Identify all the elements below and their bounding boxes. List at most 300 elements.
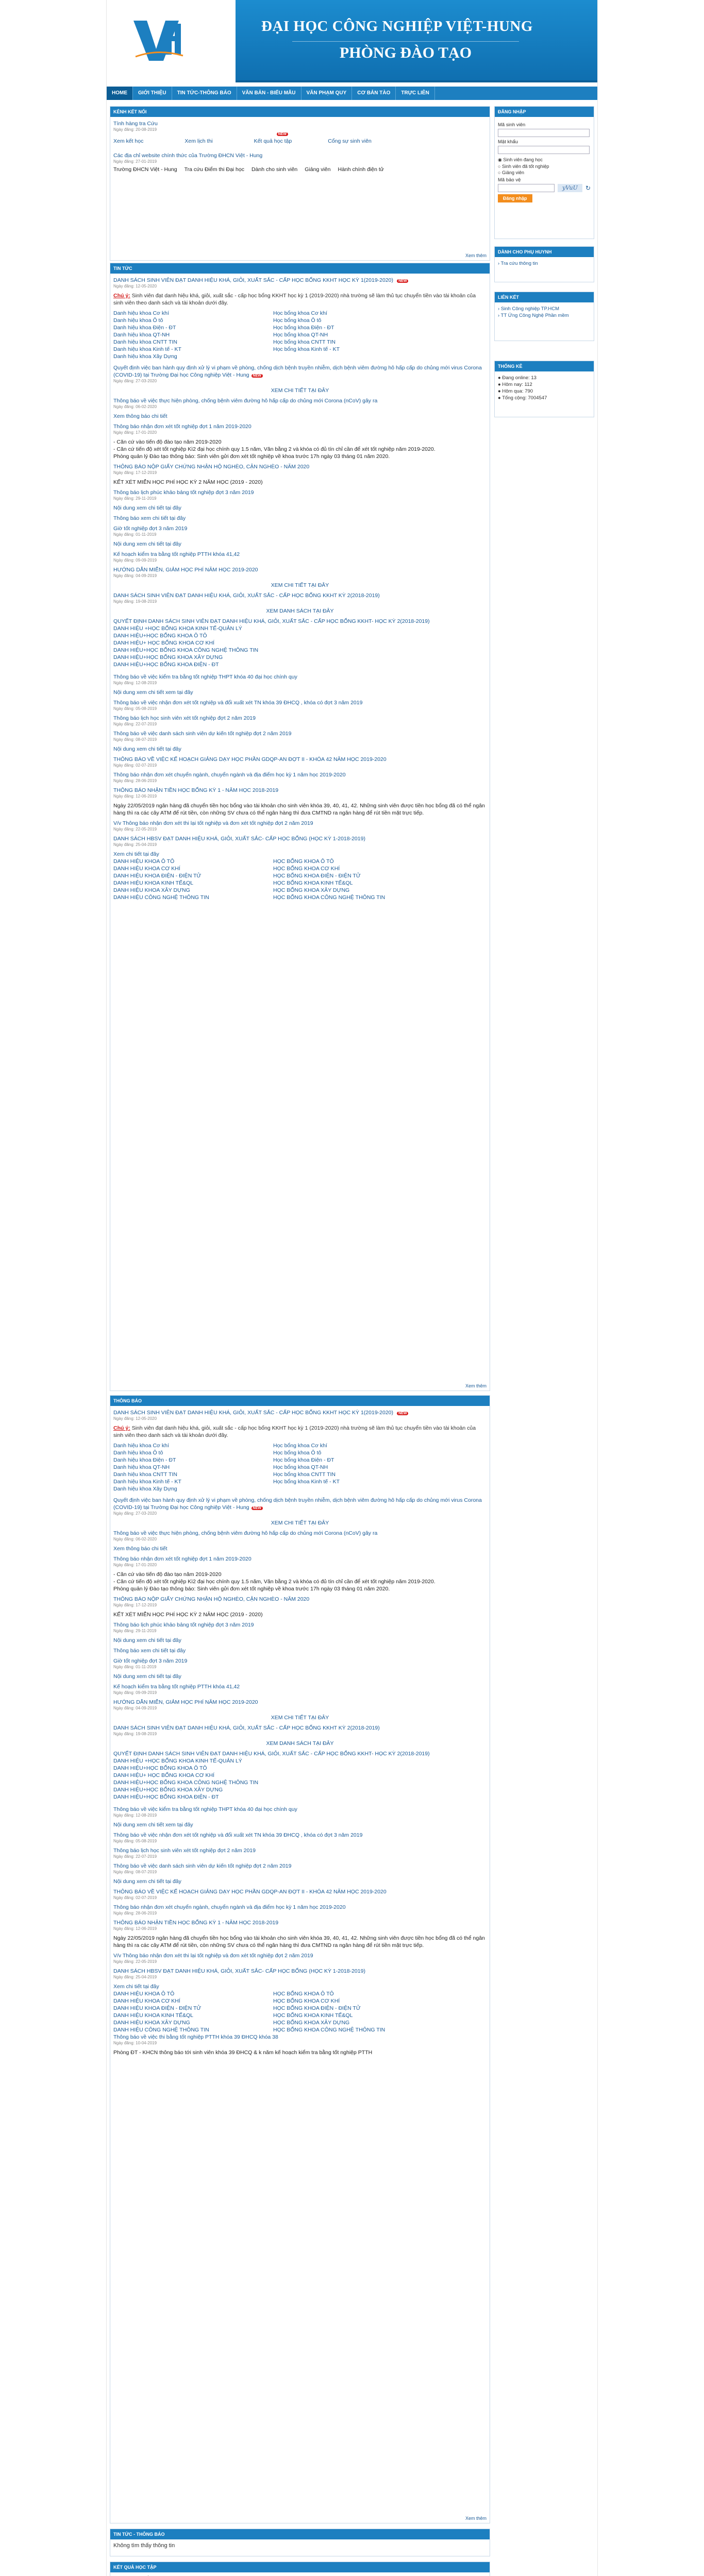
news-link[interactable]: Thông báo về việc thực hiện phòng, chống bệnh viêm đường hô hấp cấp do chủng mới Corona (nCoV) gây ra <box>113 398 378 404</box>
news-date: Ngày đăng: 29-11-2019 <box>113 1629 157 1633</box>
news-item <box>113 413 487 420</box>
news-link[interactable]: Nội dung xem chi tiết tại đây <box>113 505 181 511</box>
radio-lecturer[interactable]: ○ Giảng viên <box>498 170 524 175</box>
scholarship-link[interactable]: DANH HIỆU+ HỌC BỔNG KHOA CƠ KHÍ <box>113 640 214 646</box>
scholar-link[interactable]: HỌC BỔNG KHOA KINH TẾ&QL <box>273 880 353 886</box>
news-link[interactable]: Quyết định việc ban hành quy định xử lý vi phạm về phòng, chống dịch bệnh truyền nhiễm, dịch bệnh viêm đường hô hấp cấp do chủng mới virus Corona (COVID-19) tại Trường Đại học Công nghiệp Việt - Hung <box>113 365 482 378</box>
news-panel-title: TIN TỨC <box>110 263 490 274</box>
news-item <box>113 504 487 512</box>
captcha-input[interactable] <box>498 184 555 192</box>
news-item <box>113 592 487 604</box>
news-date: Ngày đăng: 01-11-2019 <box>113 1665 157 1669</box>
news-link[interactable]: Nội dung xem chi tiết xem tại đây <box>113 689 193 696</box>
news-text: KẾT XÉT MIỄN HỌC PHÍ HỌC KỲ 2 NĂM HỌC (2019 - 2020) <box>113 1612 263 1618</box>
bottom-panel-body: Không tìm thấy thông tin <box>113 2543 175 2549</box>
news-top-date: Ngày đăng: 12-05-2020 <box>113 284 157 289</box>
news-link[interactable]: XEM CHI TIẾT TẠI ĐÂY <box>271 582 329 588</box>
scholar-link[interactable]: HỌC BỔNG KHOA ĐIỆN - ĐIỆN TỬ <box>273 873 361 879</box>
scholarship-link[interactable]: DANH HIỆU+HỌC BỔNG KHOA Ô TÔ <box>113 633 207 639</box>
award-econ[interactable]: Danh hiệu khoa Kinh tế - KT <box>113 1479 181 1485</box>
news-link[interactable]: THÔNG BÁO VỀ VIỆC KẾ HOẠCH GIẢNG DẠY HỌC PHẦN GDQP-AN ĐỢT II - KHÓA 42 NĂM HỌC 2019-2020 <box>113 1889 387 1895</box>
news-item <box>113 1862 487 1875</box>
scholar-link[interactable]: HỌC BỔNG KHOA XÂY DỰNG <box>273 2020 350 2026</box>
news-item <box>113 715 487 727</box>
news-link[interactable]: Nội dung xem chi tiết tại đây <box>113 746 181 752</box>
news-date: Ngày đăng: 01-11-2019 <box>113 532 157 537</box>
news-item <box>113 1571 487 1592</box>
news-link[interactable]: DANH SÁCH HBSV ĐẠT DANH HIỆU KHÁ, GIỎI, XUẤT SẮC- CẤP HỌC BỔNG (HỌC KỲ 1-2018-2019) <box>113 1968 365 1974</box>
scholar-link[interactable]: HỌC BỔNG KHOA CƠ KHÍ <box>273 866 340 872</box>
news-panel <box>110 263 490 1391</box>
news-link[interactable]: Thông báo lịch phúc khảo bảng tốt nghiệp đợt 3 năm 2019 <box>113 1622 254 1628</box>
bottom-panel-2 <box>110 2562 490 2576</box>
news-list-2 <box>113 673 487 848</box>
news-item <box>113 835 487 848</box>
site-viu[interactable]: Trường ĐHCN Việt - Hung <box>113 166 177 173</box>
news-body <box>110 274 490 904</box>
award-construction[interactable]: Danh hiệu khoa Xây Dựng <box>113 1486 177 1492</box>
news-link[interactable]: Thông báo về việc danh sách sinh viên dự kiến tốt nghiệp đợt 2 năm 2019 <box>113 1863 292 1869</box>
news-date: Ngày đăng: 28-06-2019 <box>113 778 157 783</box>
news-date: Ngày đăng: 06-02-2020 <box>113 404 157 409</box>
scholar-link[interactable]: HỌC BỔNG KHOA CÔNG NGHỆ THÔNG TIN <box>273 2027 385 2033</box>
news-link[interactable]: Thông báo nhận đơn xét tốt nghiệp đợt 1 năm 2019-2020 <box>113 423 252 430</box>
news-date: Ngày đăng: 28-06-2019 <box>113 1911 157 1916</box>
note-label: Chú ý: <box>113 1425 130 1431</box>
news-item <box>113 1821 487 1828</box>
news-link[interactable]: Thông báo xem chi tiết tại đây <box>113 1648 186 1654</box>
news-item <box>113 1683 487 1696</box>
news-date: Ngày đăng: 22-07-2019 <box>113 722 157 726</box>
scholar-elec[interactable]: Học bổng khoa Điện - ĐT <box>273 325 334 331</box>
official-sites-date: Ngày đăng: 27-01-2019 <box>113 159 157 164</box>
news-link[interactable]: HƯỚNG DẪN MIỄN, GIẢM HỌC PHÍ NĂM HỌC 2019-2020 <box>113 1699 258 1705</box>
news-item <box>113 364 487 384</box>
nav-about[interactable]: GIỚI THIỆU <box>133 87 172 100</box>
news-item <box>113 730 487 742</box>
news-link[interactable]: THÔNG BÁO NHẬN TIỀN HỌC BỔNG KỲ 1 - NĂM HỌC 2018-2019 <box>113 787 279 793</box>
header-divider <box>292 41 519 42</box>
news-item <box>113 438 487 460</box>
news-link[interactable]: V/v Thông báo nhận đơn xét thi lại tốt nghiệp và đơn xét tốt nghiệp đợt 2 năm 2019 <box>113 1953 313 1959</box>
news-item <box>113 607 487 615</box>
award-mech[interactable]: Danh hiệu khoa Cơ khí <box>113 1443 169 1449</box>
official-sites-heading[interactable]: Các địa chỉ website chính thức của Trường ĐHCN Việt - Hung <box>113 152 263 159</box>
parents-title: DÀNH CHO PHỤ HUYNH <box>495 247 594 257</box>
scholarship-row <box>113 879 487 887</box>
news-link[interactable]: Thông báo nhận đơn xét chuyển ngành, chuyển ngành và địa điểm học kỳ 1 năm học 2019-2020 <box>113 772 346 778</box>
news-date: Ngày đăng: 05-08-2019 <box>113 706 157 711</box>
scholarship-link[interactable]: DANH HIỆU+HỌC BỔNG KHOA ĐIỆN - ĐT <box>113 662 219 668</box>
scholar-mech[interactable]: Học bổng khoa Cơ khí <box>273 1443 327 1449</box>
nav-training[interactable]: CƠ BẢN TÀO <box>352 87 396 100</box>
news-link[interactable]: XEM CHI TIẾT TẠI ĐÂY <box>271 1715 329 1721</box>
news-text: Ngày 22/05/2019 ngân hàng đã chuyển tiền học bổng vào tài khoản cho sinh viên khóa 39, 40, 41, 42. Những sinh viên được tiền học bổng đã có thể ngân hàng thì ra các cây ATM để rút tiền, còn những SV chưa có thể ngân hàng thì đưa CMTND ra ngân hàng để rút tiền mặt trực tiếp. <box>113 803 485 816</box>
news-date: Ngày đăng: 19-08-2019 <box>113 599 157 604</box>
scholar-biz[interactable]: Học bổng khoa QT-NH <box>273 1464 328 1470</box>
scholar-link[interactable]: HỌC BỔNG KHOA CÔNG NGHỆ THÔNG TIN <box>273 894 385 901</box>
notice-list <box>113 1497 487 1747</box>
news-link[interactable]: Thông báo về việc nhận đơn xét tốt nghiệp và đổi xuất xét TN khóa 39 ĐHCQ , khóa có đợt 3 năm 2019 <box>113 1832 363 1838</box>
news-item <box>113 540 487 548</box>
scholarship-link[interactable]: DANH HIỆU +HỌC BỔNG KHOA KINH TẾ-QUẢN LÝ <box>113 1758 242 1764</box>
news-item <box>113 802 487 817</box>
main-nav <box>107 87 597 100</box>
scholar-auto[interactable]: Học bổng khoa Ô tô <box>273 1450 322 1456</box>
link-lookup[interactable]: Tính hàng tra Cứu <box>113 121 158 127</box>
news-date: Ngày đăng: 10-04-2019 <box>113 2041 157 2045</box>
stats-panel <box>494 361 594 417</box>
scholarship-link[interactable]: DANH HIỆU +HỌC BỔNG KHOA KINH TẾ-QUẢN LÝ <box>113 625 242 632</box>
department-title: PHÒNG ĐÀO TẠO <box>339 44 472 61</box>
news-item <box>113 525 487 537</box>
bottom-panel-title: KẾT QUẢ HỌC TẬP <box>110 2562 490 2572</box>
news-item <box>113 1647 487 1654</box>
news-link[interactable]: Kế hoạch kiểm tra bằng tốt nghiệp PTTH khóa 41,42 <box>113 1684 240 1690</box>
new-badge: NEW <box>277 132 288 136</box>
news-date: Ngày đăng: 05-08-2019 <box>113 1839 157 1843</box>
news-date: Ngày đăng: 17-12-2019 <box>113 470 157 475</box>
news-link[interactable]: Thông báo về việc thi bằng tốt nghiệp PTTH khóa 39 ĐHCQ khóa 38 <box>113 2034 278 2040</box>
nav-news[interactable]: TIN TỨC-THÔNG BÁO <box>172 87 237 100</box>
scholarship-row <box>113 858 487 865</box>
scholar-elec[interactable]: Học bổng khoa Điện - ĐT <box>273 1457 334 1463</box>
news-item <box>113 1968 487 1980</box>
scholarship-link[interactable]: DANH HIỆU+HỌC BỔNG KHOA XÂY DỰNG <box>113 654 223 660</box>
parents-panel <box>494 246 594 282</box>
news-link[interactable]: Nội dung xem chi tiết xem tại đây <box>113 1822 193 1828</box>
stat-total: ● Tổng cộng: 7004547 <box>498 395 547 401</box>
scholar-link[interactable] <box>273 1983 417 1990</box>
notice-scholarship-grid <box>113 1983 487 2033</box>
news-link[interactable]: XEM CHI TIẾT TẠI ĐÂY <box>271 1520 329 1526</box>
award-link[interactable]: DANH HIỆU KHOA XÂY DỰNG <box>113 887 190 893</box>
news-item <box>113 745 487 753</box>
news-item <box>113 1611 487 1618</box>
site-header <box>107 0 597 82</box>
news-item <box>113 771 487 784</box>
scholar-link[interactable]: HỌC BỔNG KHOA Ô TÔ <box>273 858 334 865</box>
notice-list-2 <box>113 1806 487 1980</box>
news-date: Ngày đăng: 02-07-2019 <box>113 763 157 768</box>
news-date: Ngày đăng: 12-06-2019 <box>113 1926 157 1931</box>
scholar-biz[interactable]: Học bổng khoa QT-NH <box>273 332 328 338</box>
news-date: Ngày đăng: 09-09-2019 <box>113 558 157 563</box>
scholarship-row <box>113 2019 487 2026</box>
news-link[interactable]: Thông báo về việc kiểm tra bằng tốt nghiệp THPT khóa 40 đại học chính quy <box>113 674 297 680</box>
news-item <box>113 1657 487 1670</box>
scholar-auto[interactable]: Học bổng khoa Ô tô <box>273 317 322 324</box>
award-biz[interactable]: Danh hiệu khoa QT-NH <box>113 1464 170 1470</box>
bottom-panel-body <box>110 2572 490 2576</box>
news-link[interactable]: Thông báo về việc danh sách sinh viên dự kiến tốt nghiệp đợt 2 năm 2019 <box>113 731 292 737</box>
news-top-link[interactable]: DANH SÁCH SINH VIÊN ĐẠT DANH HIỆU KHÁ, GIỎI, XUẤT SẮC - CẤP HỌC BỔNG KKHT HỌC KỲ 1(2019-2020) <box>113 277 394 283</box>
radio-student[interactable]: ◉ Sinh viên đang học <box>498 157 543 162</box>
scholar-it[interactable]: Học bổng khoa CNTT TIN <box>273 339 336 345</box>
award-link[interactable]: Xem chi tiết tại đây <box>113 1984 159 1990</box>
news-link[interactable]: Nội dung xem chi tiết tại đây <box>113 1673 181 1680</box>
news-item <box>113 1555 487 1568</box>
news-text: Ngày 22/05/2019 ngân hàng đã chuyển tiền học bổng vào tài khoản cho sinh viên khóa 39, 40, 41, 42. Những sinh viên được tiền học bổng đã có thể ngân hàng thì ra các cây ATM để rút tiền, còn những SV chưa có thể ngân hàng thì đưa CMTND ra ngân hàng để rút tiền mặt trực tiếp. <box>113 1935 485 1948</box>
news-date: Ngày đăng: 19-08-2019 <box>113 1732 157 1736</box>
news-link[interactable]: DANH SÁCH HBSV ĐẠT DANH HIỆU KHÁ, GIỎI, XUẤT SẮC- CẤP HỌC BỔNG (HỌC KỲ 1-2018-2019) <box>113 836 365 842</box>
scholarship-row <box>113 894 487 901</box>
news-text: Phòng ĐT - KHCN thông báo tới sinh viên khóa 39 ĐHCQ & k năm kế hoạch kiểm tra bằng tốt nghiệp PTTH <box>113 2049 373 2056</box>
refresh-icon[interactable]: ↻ <box>585 184 591 192</box>
news-link[interactable]: Kế hoạch kiểm tra bằng tốt nghiệp PTTH khóa 41,42 <box>113 551 240 557</box>
news-link[interactable]: Giờ tốt nghiệp đợt 3 năm 2019 <box>113 526 188 532</box>
news-item <box>113 479 487 486</box>
award-mech[interactable]: Danh hiệu khoa Cơ khí <box>113 310 169 316</box>
news-date: Ngày đăng: 22-07-2019 <box>113 1854 157 1859</box>
new-badge: NEW <box>397 279 408 283</box>
news-link[interactable]: V/v Thông báo nhận đơn xét thi lại tốt nghiệp và đơn xét tốt nghiệp đợt 2 năm 2019 <box>113 820 313 826</box>
news-item <box>113 1935 487 1949</box>
scholarship-link[interactable]: DANH HIỆU+HỌC BỔNG KHOA ĐIỆN - ĐT <box>113 1794 219 1800</box>
scholarship-row <box>113 2012 487 2019</box>
news-link[interactable]: THÔNG BÁO VỀ VIỆC KẾ HOẠCH GIẢNG DẠY HỌC PHẦN GDQP-AN ĐỢT II - KHÓA 42 NĂM HỌC 2019-2020 <box>113 756 387 762</box>
link-exams[interactable]: Xem lịch thi <box>185 138 213 144</box>
news-link[interactable]: DANH SÁCH SINH VIÊN ĐẠT DANH HIỆU KHÁ, GIỎI, XUẤT SẮC - CẤP HỌC BỔNG KKHT KỲ 2(2018-2019) <box>113 592 380 599</box>
scholar-link[interactable] <box>273 851 417 858</box>
scholarship-row <box>113 865 487 872</box>
stat-today: ● Hôm nay: 112 <box>498 382 532 387</box>
news-date: Ngày đăng: 04-09-2019 <box>113 1706 157 1710</box>
scholar-link[interactable]: HỌC BỔNG KHOA XÂY DỰNG <box>273 887 350 893</box>
scholarship-row <box>113 2026 487 2033</box>
scholarship-link[interactable]: DANH HIỆU+HỌC BỔNG KHOA CÔNG NGHỆ THÔNG TIN <box>113 647 259 653</box>
nav-contact[interactable]: TRỰC LIÊN <box>396 87 434 100</box>
award-elec[interactable]: Danh hiệu khoa Điện - ĐT <box>113 1457 176 1463</box>
logo-area[interactable] <box>107 0 236 82</box>
news-date: Ngày đăng: 06-02-2020 <box>113 1537 157 1541</box>
news-item <box>113 1847 487 1859</box>
news-link[interactable]: Giờ tốt nghiệp đợt 3 năm 2019 <box>113 1658 188 1664</box>
news-link[interactable]: Thông báo về việc thực hiện phòng, chống bệnh viêm đường hô hấp cấp do chủng mới Corona (nCoV) gây ra <box>113 1530 378 1536</box>
scholar-link[interactable]: HỌC BỔNG KHOA Ô TÔ <box>273 1991 334 1997</box>
password-input[interactable] <box>498 146 590 154</box>
news-link[interactable]: Thông báo xem chi tiết tại đây <box>113 515 186 521</box>
scholarship-row <box>113 851 487 858</box>
news-item <box>113 1740 487 1747</box>
scholar-econ[interactable]: Học bổng khoa Kinh tế - KT <box>273 346 340 352</box>
link-results[interactable]: Kết quả học tập <box>254 138 292 144</box>
news-link[interactable]: THÔNG BÁO NHẬN TIỀN HỌC BỔNG KỲ 1 - NĂM HỌC 2018-2019 <box>113 1920 279 1926</box>
scholarship-list <box>113 618 487 668</box>
link-schedule[interactable]: Xem kết học <box>113 138 144 144</box>
award-biz[interactable]: Danh hiệu khoa QT-NH <box>113 332 170 338</box>
news-date: Ngày đăng: 12-06-2019 <box>113 794 157 799</box>
news-date: Ngày đăng: 25-04-2019 <box>113 1975 157 1979</box>
news-link[interactable]: Nội dung xem chi tiết tại đây <box>113 1878 181 1885</box>
new-badge: NEW <box>397 1412 408 1415</box>
award-link[interactable]: Xem chi tiết tại đây <box>113 851 159 857</box>
award-auto[interactable]: Danh hiệu khoa Ô tô <box>113 317 163 324</box>
news-item <box>113 1497 487 1516</box>
scholarship-row <box>113 1983 487 1990</box>
stats-title: THỐNG KÊ <box>495 361 594 371</box>
news-date: Ngày đăng: 08-07-2019 <box>113 1870 157 1874</box>
university-logo-icon <box>133 21 185 62</box>
links-sidebar-panel <box>494 292 594 341</box>
scholar-econ[interactable]: Học bổng khoa Kinh tế - KT <box>273 1479 340 1485</box>
award-it[interactable]: Danh hiệu khoa CNTT TIN <box>113 339 177 345</box>
news-date: Ngày đăng: 17-12-2019 <box>113 1603 157 1607</box>
links-panel <box>110 106 490 261</box>
scholar-mech[interactable]: Học bổng khoa Cơ khí <box>273 310 327 316</box>
news-date: Ngày đăng: 27-03-2020 <box>113 1511 157 1516</box>
scholarship-row <box>113 2005 487 2012</box>
award-link[interactable]: DANH HIỆU KHOA XÂY DỰNG <box>113 2020 190 2026</box>
award-link[interactable]: DANH HIỆU KHOA CƠ KHÍ <box>113 1998 180 2004</box>
sidebar-link-2[interactable]: › TT Ứng Công Nghệ Phần mềm <box>498 313 569 318</box>
news-link[interactable]: Nội dung xem chi tiết tại đây <box>113 541 181 547</box>
scholarship-link[interactable]: DANH HIỆU+HỌC BỔNG KHOA CÔNG NGHỆ THÔNG TIN <box>113 1780 259 1786</box>
news-item <box>113 787 487 799</box>
parents-lookup-link[interactable]: › Tra cứu thông tin <box>498 261 538 266</box>
award-econ[interactable]: Danh hiệu khoa Kinh tế - KT <box>113 346 181 352</box>
news-link[interactable]: Xem thông báo chi tiết <box>113 1546 167 1552</box>
news-link[interactable]: XEM DANH SÁCH TẠI ĐÂY <box>266 608 334 614</box>
news-link[interactable]: THÔNG BÁO NỘP GIẤY CHỨNG NHẬN HỘ NGHÈO, CẬN NGHÈO - NĂM 2020 <box>113 464 310 470</box>
nav-documents[interactable]: VĂN BẢN - BIỂU MẪU <box>237 87 301 100</box>
news-date: Ngày đăng: 22-05-2019 <box>113 827 157 832</box>
news-link[interactable]: Thông báo lịch học sinh viên xét tốt nghiệp đợt 2 năm 2019 <box>113 715 256 721</box>
news-date: Ngày đăng: 17-01-2020 <box>113 1563 157 1567</box>
note-text: Sinh viên đạt danh hiệu khá, giỏi, xuất sắc - cấp học bổng KKHT học kỳ 1 (2019-2020) nhà trường sẽ làm thủ tục chuyển tiền vào tài khoản của sinh viên theo danh sách và tài khoản dưới đây. <box>113 293 476 306</box>
award-auto[interactable]: Danh hiệu khoa Ô tô <box>113 1450 163 1456</box>
news-item <box>113 423 487 435</box>
scholarship-link[interactable]: DANH HIỆU+HỌC BỔNG KHOA Ô TÔ <box>113 1765 207 1771</box>
news-item <box>113 689 487 696</box>
scholarship-link[interactable]: DANH HIỆU+HỌC BỔNG KHOA XÂY DỰNG <box>113 1787 223 1793</box>
news-link[interactable]: Xem thông báo chi tiết <box>113 413 167 419</box>
award-link[interactable]: DANH HIỆU KHOA KINH TẾ&QL <box>113 2012 194 2019</box>
news-item <box>113 1904 487 1916</box>
news-link[interactable]: Nội dung xem chi tiết tại đây <box>113 1637 181 1643</box>
password-label: Mật khẩu <box>498 139 518 145</box>
site-e-admin[interactable]: Hành chính điện tử <box>338 166 384 173</box>
login-panel <box>494 106 594 239</box>
link-student-affairs[interactable]: Cổng sự sinh viên <box>328 138 372 144</box>
nav-home[interactable]: HOME <box>107 87 133 100</box>
award-it[interactable]: Danh hiệu khoa CNTT TIN <box>113 1471 177 1478</box>
stat-yesterday: ● Hôm qua: 790 <box>498 388 533 394</box>
links-sidebar-title: LIÊN KẾT <box>495 292 594 302</box>
news-link[interactable]: XEM CHI TIẾT TẠI ĐÂY <box>271 387 329 394</box>
news-date: Ngày đăng: 17-01-2020 <box>113 430 157 435</box>
news-item <box>113 463 487 476</box>
scholar-it[interactable]: Học bổng khoa CNTT TIN <box>273 1471 336 1478</box>
login-title: ĐĂNG NHẬP <box>495 107 594 117</box>
news-link[interactable]: Thông báo về việc kiểm tra bằng tốt nghiệp THPT khóa 40 đại học chính quy <box>113 1806 297 1812</box>
award-link[interactable]: DANH HIỆU KHOA KINH TẾ&QL <box>113 880 194 886</box>
news-link[interactable]: XEM DANH SÁCH TẠI ĐÂY <box>266 1740 334 1747</box>
site-exam-score[interactable]: Tra cứu Điểm thi Đại học <box>184 166 244 173</box>
award-link[interactable]: DANH HIỆU KHOA Ô TÔ <box>113 1991 175 1997</box>
news-date: Ngày đăng: 02-07-2019 <box>113 1895 157 1900</box>
news-list <box>113 364 487 615</box>
news-item <box>113 1806 487 1818</box>
award-link[interactable]: DANH HIỆU KHOA ĐIỆN - ĐIỆN TỬ <box>113 873 202 879</box>
sidebar-link-1[interactable]: › Sinh Công nghiệp TP.HCM <box>498 306 560 312</box>
news-item <box>113 489 487 501</box>
news-item <box>113 1919 487 1931</box>
news-date: Ngày đăng: 22-05-2019 <box>113 1959 157 1964</box>
links-more-link[interactable]: Xem thêm <box>465 253 487 258</box>
username-input[interactable] <box>498 129 590 137</box>
news-item <box>113 2033 487 2046</box>
scholar-link[interactable]: HỌC BỔNG KHOA CƠ KHÍ <box>273 1998 340 2004</box>
news-link[interactable]: Quyết định việc ban hành quy định xử lý vi phạm về phòng, chống dịch bệnh truyền nhiễm, dịch bệnh viêm đường hô hấp cấp do chủng mới virus Corona (COVID-19) tại Trường Đại học Công nghiệp Việt - Hung <box>113 1497 482 1511</box>
site-students[interactable]: Dành cho sinh viên <box>251 166 298 173</box>
news-item <box>113 1714 487 1721</box>
notice-top-link[interactable]: DANH SÁCH SINH VIÊN ĐẠT DANH HIỆU KHÁ, GIỎI, XUẤT SẮC - CẤP HỌC BỔNG KKHT HỌC KỲ 1(2019-2020) <box>113 1410 394 1416</box>
news-item <box>113 1832 487 1844</box>
news-link[interactable]: Thông báo nhận đơn xét tốt nghiệp đợt 1 năm 2019-2020 <box>113 1556 252 1562</box>
award-link[interactable]: DANH HIỆU KHOA CƠ KHÍ <box>113 866 180 872</box>
news-date: Ngày đăng: 12-08-2019 <box>113 681 157 685</box>
news-item <box>113 515 487 522</box>
news-more-link[interactable]: Xem thêm <box>465 1383 487 1388</box>
news-item <box>113 397 487 410</box>
link-lookup-date: Ngày đăng: 20-08-2019 <box>113 127 157 132</box>
new-badge: NEW <box>252 1506 263 1510</box>
news-link[interactable]: Thông báo về việc nhận đơn xét tốt nghiệp và đổi xuất xét TN khóa 39 ĐHCQ , khóa có đợt 3 năm 2019 <box>113 700 363 706</box>
bottom-panel-1 <box>110 2529 490 2556</box>
news-link[interactable]: Thông báo lịch phúc khảo bảng tốt nghiệp đợt 3 năm 2019 <box>113 489 254 496</box>
news-link[interactable]: HƯỚNG DẪN MIỄN, GIẢM HỌC PHÍ NĂM HỌC 2019-2020 <box>113 567 258 573</box>
scholarship-link[interactable]: QUYẾT ĐỊNH DANH SÁCH SINH VIÊN ĐẠT DANH HIỆU KHÁ, GIỎI, XUẤT SẮC - CẤP HỌC BỔNG KKHT- HỌC KỲ 2(2018-2019) <box>113 1751 430 1757</box>
news-text: - Căn cứ vào tiến độ đào tạo năm 2019-2020 - Căn cứ tiến độ xét tốt nghiệp Kì2 đại học chính quy 1.5 năm, Văn bằng 2 và khóa có đủ tín chỉ cần để xét tốt nghiệp năm 2019-2020. Phòng quản lý Đào tạo thông báo: Sinh viên gửi đơn xét tốt nghiệp về khoa trước 17h ngày 03 tháng 01 năm 2020. <box>113 1571 435 1592</box>
login-button[interactable]: Đăng nhập <box>498 194 532 202</box>
radio-graduate[interactable]: ○ Sinh viên đã tốt nghiệp <box>498 164 549 169</box>
award-elec[interactable]: Danh hiệu khoa Điện - ĐT <box>113 325 176 331</box>
award-link[interactable]: DANH HIỆU CÔNG NGHỆ THÔNG TIN <box>113 2027 209 2033</box>
news-date: Ngày đăng: 29-11-2019 <box>113 496 157 501</box>
scholarship-row <box>113 872 487 879</box>
site-lecturers[interactable]: Giảng viên <box>305 166 331 173</box>
award-construction[interactable]: Danh hiệu khoa Xây Dựng <box>113 353 177 360</box>
scholar-link[interactable]: HỌC BỔNG KHOA KINH TẾ&QL <box>273 2012 353 2019</box>
note-label: Chú ý: <box>113 293 130 299</box>
scholarship-link[interactable]: DANH HIỆU+ HỌC BỔNG KHOA CƠ KHÍ <box>113 1772 214 1778</box>
news-date: Ngày đăng: 25-04-2019 <box>113 842 157 847</box>
notice-tail <box>113 2033 487 2056</box>
news-item <box>113 673 487 686</box>
scholarship-link[interactable]: QUYẾT ĐỊNH DANH SÁCH SINH VIÊN ĐẠT DANH HIỆU KHÁ, GIỎI, XUẤT SẮC - CẤP HỌC BỔNG KKHT- HỌC KỲ 2(2018-2019) <box>113 618 430 624</box>
news-link[interactable]: Thông báo lịch học sinh viên xét tốt nghiệp đợt 2 năm 2019 <box>113 1848 256 1854</box>
award-link[interactable]: DANH HIỆU KHOA Ô TÔ <box>113 858 175 865</box>
nav-rules[interactable]: VĂN PHẠM QUY <box>301 87 353 100</box>
notice-top-date: Ngày đăng: 12-05-2020 <box>113 1416 157 1421</box>
news-link[interactable]: DANH SÁCH SINH VIÊN ĐẠT DANH HIỆU KHÁ, GIỎI, XUẤT SẮC - CẤP HỌC BỔNG KKHT KỲ 2(2018-2019) <box>113 1725 380 1731</box>
notices-more-link[interactable]: Xem thêm <box>465 2516 487 2521</box>
news-item <box>113 387 487 394</box>
scholar-link[interactable]: HỌC BỔNG KHOA ĐIỆN - ĐIỆN TỬ <box>273 2005 361 2011</box>
news-link[interactable]: THÔNG BÁO NỘP GIẤY CHỨNG NHẬN HỘ NGHÈO, CẬN NGHÈO - NĂM 2020 <box>113 1596 310 1602</box>
news-item <box>113 1673 487 1680</box>
news-item <box>113 756 487 768</box>
award-link[interactable]: DANH HIỆU CÔNG NGHỆ THÔNG TIN <box>113 894 209 901</box>
links-panel-title: KÊNH KẾT NỐI <box>110 107 490 117</box>
news-item <box>113 1952 487 1964</box>
stat-online: ● Đang online: 13 <box>498 375 537 381</box>
notices-body <box>110 1406 490 2062</box>
news-link[interactable]: Thông báo nhận đơn xét chuyển ngành, chuyển ngành và địa điểm học kỳ 1 năm học 2019-2020 <box>113 1904 346 1910</box>
news-date: Ngày đăng: 12-08-2019 <box>113 1813 157 1818</box>
award-link[interactable]: DANH HIỆU KHOA ĐIỆN - ĐIỆN TỬ <box>113 2005 202 2011</box>
